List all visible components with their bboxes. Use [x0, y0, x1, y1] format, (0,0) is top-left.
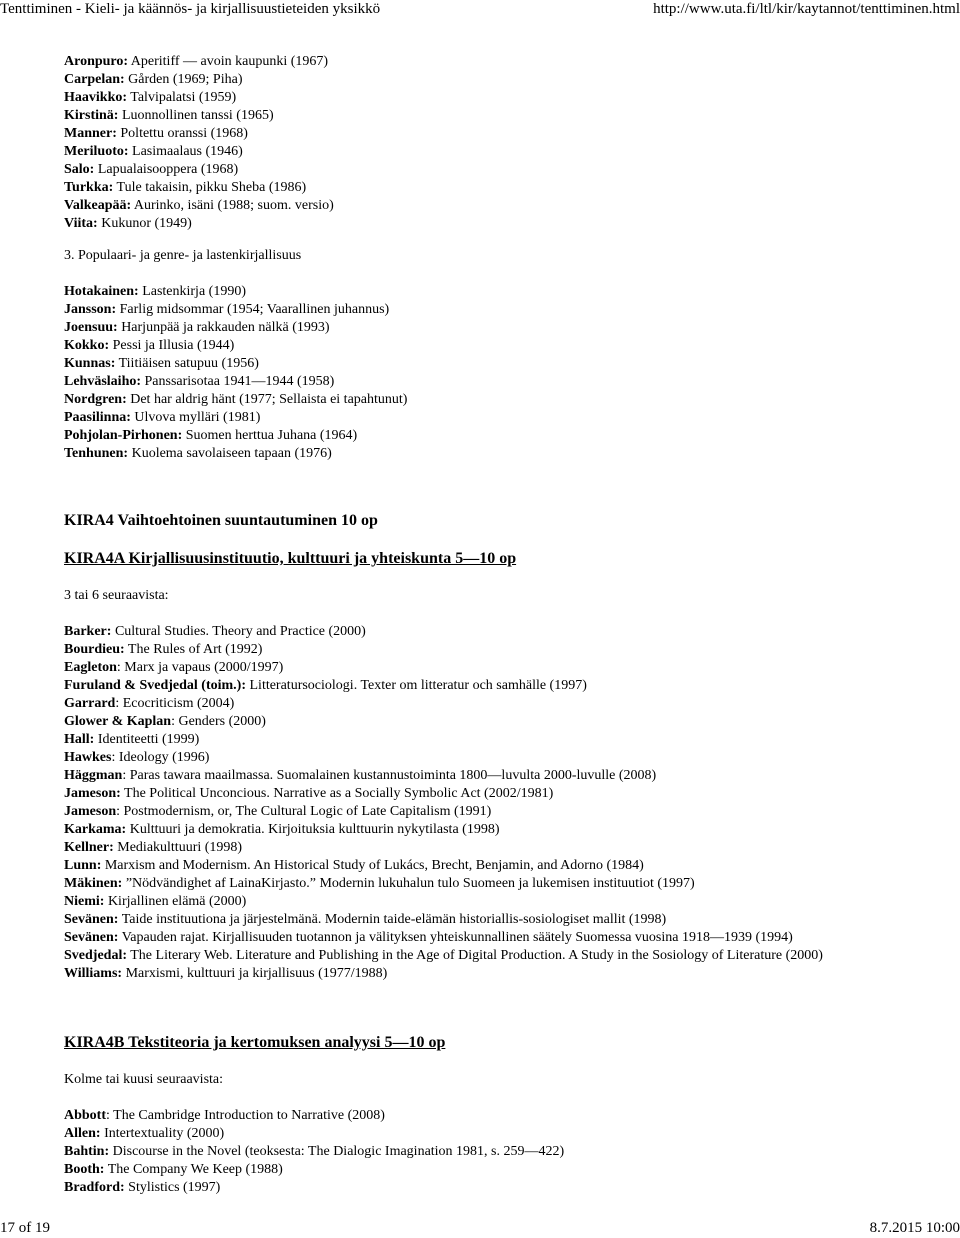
list-item: Salo: Lapualaisooppera (1968)	[64, 162, 239, 177]
list-item: Turkka: Tule takaisin, pikku Sheba (1986)	[64, 180, 307, 195]
reading-list-kira4a	[64, 623, 944, 983]
list-item: Karkama: Kulttuuri ja demokratia. Kirjoituksia kulttuurin nykytilasta (1998)	[64, 822, 500, 837]
kira4a-heading: KIRA4A Kirjallisuusinstituutio, kulttuuri ja yhteiskunta 5—10 op	[64, 550, 517, 567]
list-item: Barker: Cultural Studies. Theory and Practice (2000)	[64, 624, 366, 639]
list-item: Garrard: Ecocriticism (2004)	[64, 696, 235, 711]
list-item: Joensuu: Harjunpää ja rakkauden nälkä (1993)	[64, 320, 330, 335]
list-item: Booth: The Company We Keep (1988)	[64, 1162, 283, 1177]
list-item: Carpelan: Gården (1969; Piha)	[64, 72, 243, 87]
list-item: Tenhunen: Kuolema savolaiseen tapaan (1976)	[64, 446, 332, 461]
list-item: Hotakainen: Lastenkirja (1990)	[64, 284, 246, 299]
list-item: Nordgren: Det har aldrig hänt (1977; Sellaista ei tapahtunut)	[64, 392, 408, 407]
list-item: Häggman: Paras tawara maailmassa. Suomalainen kustannustoiminta 1800—luvulta 2000-luvulle (2008)	[64, 768, 657, 783]
list-item: Meriluoto: Lasimaalaus (1946)	[64, 144, 243, 159]
list-item: Furuland & Svedjedal (toim.): Litteratursociologi. Texter om litteratur och samhälle (1997)	[64, 678, 587, 693]
list-item: Manner: Poltettu oranssi (1968)	[64, 126, 248, 141]
list-item: Kirstinä: Luonnollinen tanssi (1965)	[64, 108, 274, 123]
print-datetime: 8.7.2015 10:00	[869, 1220, 960, 1236]
page-number: 17 of 19	[0, 1220, 50, 1236]
list-item: Jansson: Farlig midsommar (1954; Vaarallinen juhannus)	[64, 302, 390, 317]
kira4b-heading: KIRA4B Tekstiteoria ja kertomuksen analyysi 5—10 op	[64, 1034, 446, 1051]
section-title: 3. Populaari- ja genre- ja lastenkirjallisuus	[64, 248, 302, 263]
list-item: Hawkes: Ideology (1996)	[64, 750, 210, 765]
print-footer	[0, 1218, 960, 1238]
reading-list-poetry	[64, 53, 944, 233]
list-item: Niemi: Kirjallinen elämä (2000)	[64, 894, 247, 909]
list-item: Glower & Kaplan: Genders (2000)	[64, 714, 266, 729]
list-item: Bourdieu: The Rules of Art (1992)	[64, 642, 263, 657]
list-item: Sevänen: Vapauden rajat. Kirjallisuuden tuotannon ja välityksen yhteiskunnallinen säätely Suomessa vuosina 1918—1939 (1994)	[64, 930, 793, 945]
page-url: http://www.uta.fi/ltl/kir/kaytannot/tenttiminen.html	[653, 1, 960, 17]
list-item: Aronpuro: Aperitiff — avoin kaupunki (1967)	[64, 54, 329, 69]
list-item: Allen: Intertextuality (2000)	[64, 1126, 225, 1141]
list-item: Haavikko: Talvipalatsi (1959)	[64, 90, 237, 105]
list-item: Bahtin: Discourse in the Novel (teoksesta: The Dialogic Imagination 1981, s. 259—422)	[64, 1144, 565, 1159]
list-item: Pohjolan-Pirhonen: Suomen herttua Juhana (1964)	[64, 428, 358, 443]
reading-list-popular	[64, 283, 944, 463]
print-header	[0, 0, 960, 18]
list-item: Sevänen: Taide instituutiona ja järjestelmänä. Modernin taide-elämän historiallis-sosiologiset mallit (1998)	[64, 912, 667, 927]
list-item: Kunnas: Tiitiäisen satupuu (1956)	[64, 356, 259, 371]
document-body	[64, 53, 944, 1197]
list-item: Eagleton: Marx ja vapaus (2000/1997)	[64, 660, 284, 675]
list-item: Hall: Identiteetti (1999)	[64, 732, 200, 747]
page-title: Tenttiminen - Kieli- ja käännös- ja kirjallisuustieteiden yksikkö	[0, 1, 381, 17]
list-item: Bradford: Stylistics (1997)	[64, 1180, 221, 1195]
list-item: Viita: Kukunor (1949)	[64, 216, 192, 231]
list-item: Jameson: The Political Unconcious. Narrative as a Socially Symbolic Act (2002/1981)	[64, 786, 554, 801]
list-item: Kokko: Pessi ja Illusia (1944)	[64, 338, 235, 353]
list-item: Lehväslaiho: Panssarisotaa 1941—1944 (1958)	[64, 374, 335, 389]
kira4-heading: KIRA4 Vaihtoehtoinen suuntautuminen 10 op	[64, 512, 378, 529]
list-item: Paasilinna: Ulvova mylläri (1981)	[64, 410, 261, 425]
list-item: Valkeapää: Aurinko, isäni (1988; suom. versio)	[64, 198, 334, 213]
list-item: Svedjedal: The Literary Web. Literature and Publishing in the Age of Digital Production. A Study in the Sosiology of Literature (2000)	[64, 948, 823, 963]
kira4b-intro: Kolme tai kuusi seuraavista:	[64, 1072, 224, 1087]
list-item: Lunn: Marxism and Modernism. An Historical Study of Lukács, Brecht, Benjamin, and Adorno (1984)	[64, 858, 644, 873]
kira4a-intro: 3 tai 6 seuraavista:	[64, 588, 169, 603]
list-item: Abbott: The Cambridge Introduction to Narrative (2008)	[64, 1108, 385, 1123]
reading-list-kira4b	[64, 1107, 944, 1197]
list-item: Jameson: Postmodernism, or, The Cultural Logic of Late Capitalism (1991)	[64, 804, 492, 819]
list-item: Kellner: Mediakulttuuri (1998)	[64, 840, 243, 855]
list-item: Mäkinen: ”Nödvändighet af LainaKirjasto.” Modernin lukuhalun tulo Suomeen ja lukemisen instituutiot (1997)	[64, 876, 695, 891]
list-item: Williams: Marxismi, kulttuuri ja kirjallisuus (1977/1988)	[64, 966, 388, 981]
